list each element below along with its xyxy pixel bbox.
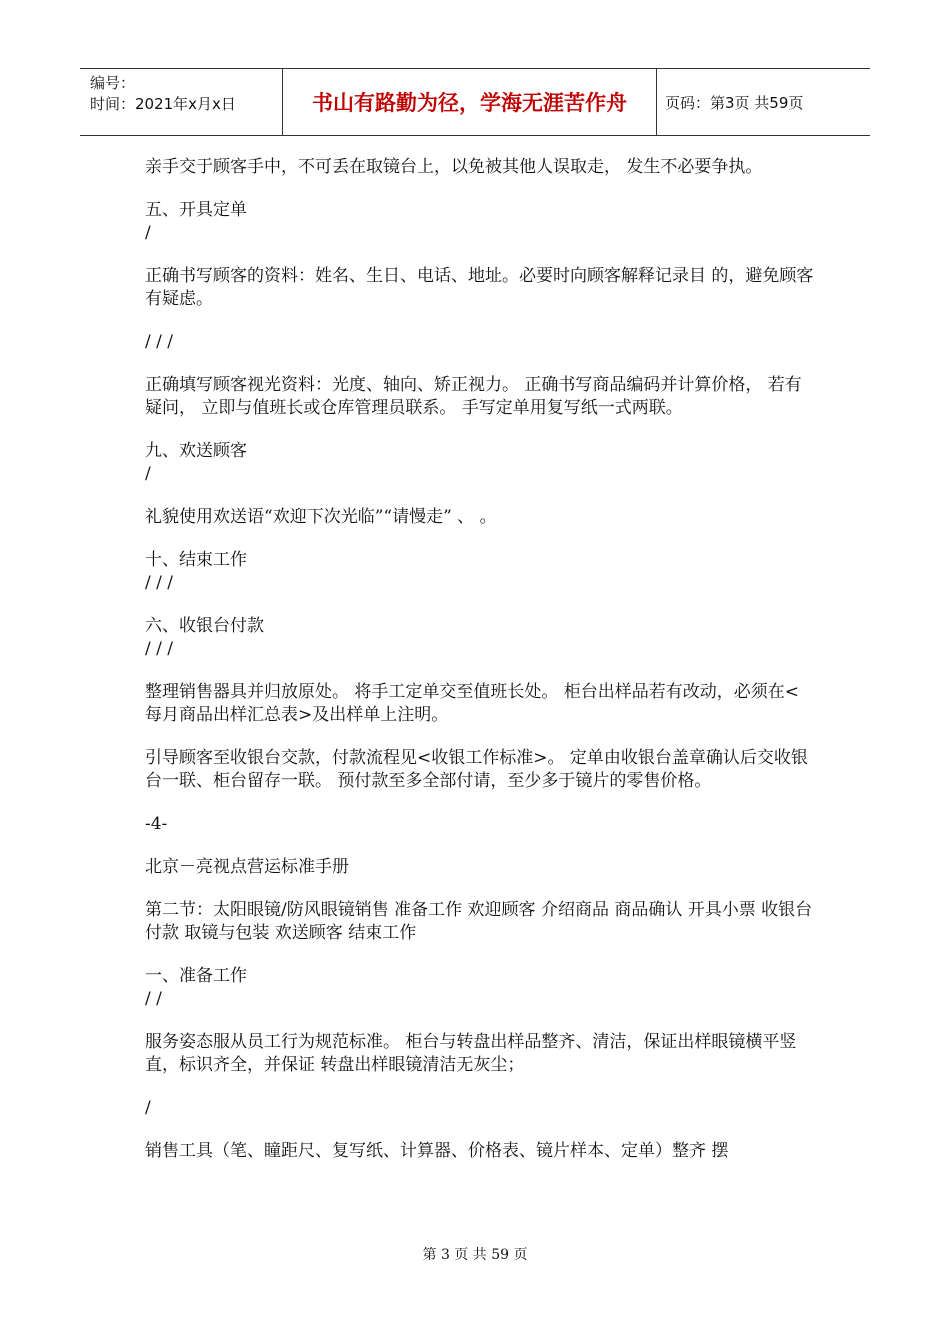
separator-line: / / / xyxy=(145,573,173,593)
manual-title: 北京－亮视点营运标准手册 xyxy=(145,857,349,877)
header-page-number: 页码：第3页 共59页 xyxy=(665,93,804,112)
separator-line: / xyxy=(145,223,151,243)
section-heading: 九、欢送顾客 xyxy=(145,441,247,461)
page-header xyxy=(80,68,870,136)
paragraph: 亲手交于顾客手中，不可丢在取镜台上，以免被其他人误取走， 发生不必要争执。 xyxy=(145,157,763,177)
section-heading: 十、结束工作 xyxy=(145,550,247,570)
chapter-heading: 第二节：太阳眼镜/防风眼镜销售 准备工作 欢迎顾客 介绍商品 商品确认 开具小票 收银台付款 取镜与包装 欢送顾客 结束工作 xyxy=(145,900,813,943)
section-heading: 一、准备工作 xyxy=(145,966,247,986)
paragraph: 正确填写顾客视光资料：光度、轴向、矫正视力。 正确书写商品编码并计算价格， 若有疑问， 立即与值班长或仓库管理员联系。 手写定单用复写纸一式两联。 xyxy=(145,375,802,418)
section-heading: 六、收银台付款 xyxy=(145,616,264,636)
header-info xyxy=(80,69,282,135)
separator-line: / xyxy=(145,464,151,484)
document-body xyxy=(145,156,815,1163)
page-footer: 第 3 页 共 59 页 xyxy=(422,1247,528,1263)
inline-page-number: -4- xyxy=(145,814,168,834)
paragraph: 礼貌使用欢送语“欢迎下次光临”“请慢走” 、 。 xyxy=(145,507,497,527)
paragraph: 整理销售器具并归放原处。 将手工定单交至值班长处。 柜台出样品若有改动，必须在<每月商品出样汇总表>及出样单上注明。 xyxy=(145,682,800,725)
header-motto: 书山有路勤为径，学海无涯苦作舟 xyxy=(282,69,657,135)
separator-line: / / / xyxy=(145,332,173,352)
document-number-label: 编号： xyxy=(90,74,136,92)
paragraph: 引导顾客至收银台交款，付款流程见<收银工作标准>。 定单由收银台盖章确认后交收银台一联、柜台留存一联。 预付款至多全部付请，至少多于镜片的零售价格。 xyxy=(145,748,808,791)
paragraph: 销售工具（笔、瞳距尺、复写纸、计算器、价格表、镜片样本、定单）整齐 摆 xyxy=(145,1141,729,1161)
separator-line: / xyxy=(145,1098,151,1118)
document-time-label: 时间：2021年x月x日 xyxy=(90,95,236,113)
paragraph: 正确书写顾客的资料：姓名、生日、电话、地址。必要时向顾客解释记录目 的，避免顾客有疑虑。 xyxy=(145,266,814,309)
paragraph: 服务姿态服从员工行为规范标准。 柜台与转盘出样品整齐、清洁，保证出样眼镜横平竖直，标识齐全，并保证 转盘出样眼镜清洁无灰尘； xyxy=(145,1032,797,1075)
separator-line: / / / xyxy=(145,639,173,659)
separator-line: / / xyxy=(145,989,162,1009)
section-heading: 五、开具定单 xyxy=(145,200,247,220)
